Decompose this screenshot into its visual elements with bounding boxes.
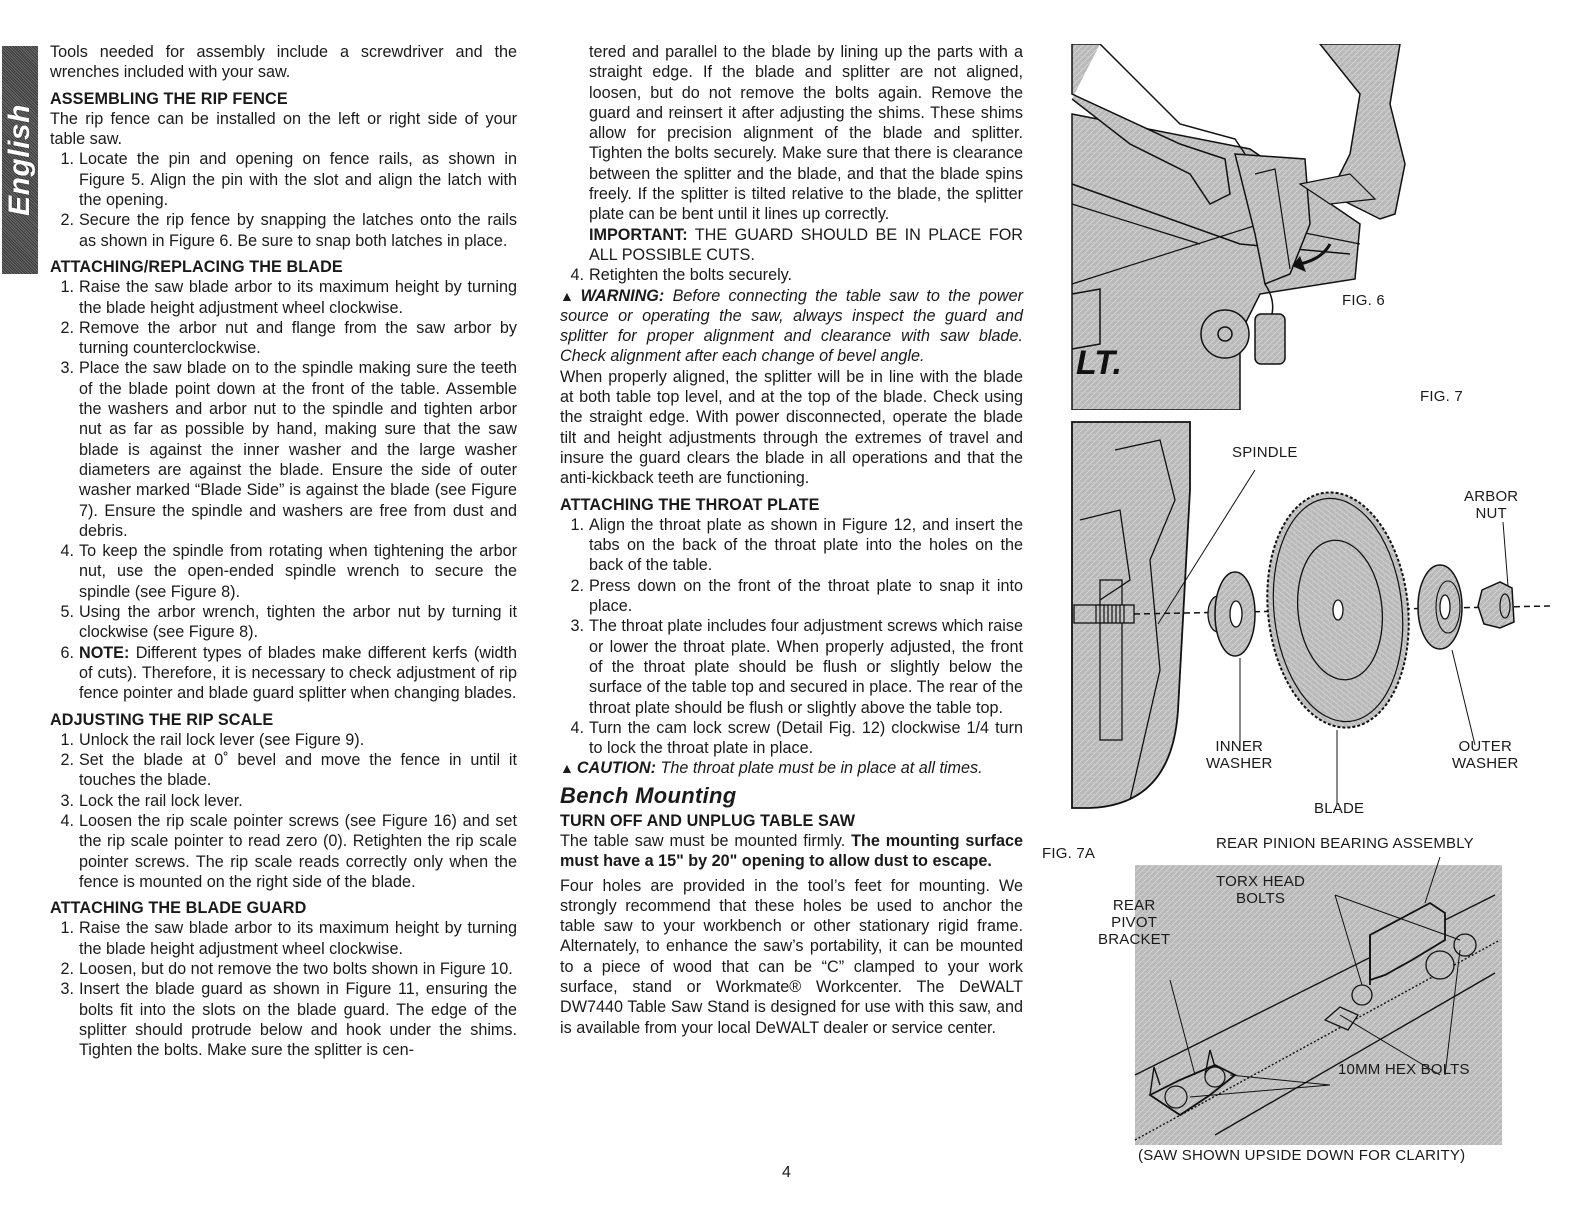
figure-7: [1060, 388, 1560, 825]
list-item: 1. Raise the saw blade arbor to its maximum height by turning the blade height adjustment wheel clockwise.: [60, 919, 517, 958]
blade-guard-continuation: tered and parallel to the blade by lining up the parts with a straight edge. If the blade and splitter are not aligned, loosen, but do not remove the bolts again. Remove the guard and reinsert it after adjusting the shims. These shims allow for precision alignment of the blade and splitter. Tighten the bolts securely. Make sure that there is clearance between the splitter and the blade, and that the blade spins freely. If the splitter is tilted relative to the blade, the splitter plate can be bent until it lines up correctly.: [589, 43, 1023, 224]
blade-steps: [50, 277, 517, 703]
list-item: 2. Secure the rip fence by snapping the latches onto the rails as shown in Figure 6. Be sure to snap both latches in place.: [60, 211, 517, 250]
list-item: 3. Lock the rail lock lever.: [60, 791, 243, 810]
callout-blade: BLADE: [1314, 800, 1365, 817]
list-item: 1. Raise the saw blade arbor to its maximum height by turning the blade height adjustment wheel clockwise.: [60, 278, 517, 317]
heading-attaching-replacing-blade: ATTACHING/REPLACING THE BLADE: [50, 257, 343, 276]
callout-rear-pinion-bearing: REAR PINION BEARING ASSEMBLY: [1216, 835, 1474, 852]
rip-fence-intro: The rip fence can be installed on the left or right side of your table saw.: [50, 109, 517, 149]
warning-notice: ▲ WARNING: Before connecting the table saw to the power source or operating the saw, always inspect the guard and splitter for proper alignment and clearance with saw blade. Check alignment after each change of bevel angle.: [560, 286, 1024, 366]
list-item: 4. To keep the spindle from rotating when tightening the arbor nut, use the open-ended spindle wrench to secure the spindle (see Figure 8).: [60, 542, 517, 601]
list-item: 4. Loosen the rip scale pointer screws (see Figure 16) and set the rip scale pointer to read zero (0). Retighten the rip scale pointer screws. The rip scale reads correctly only when the fence is mounted on the right side of the blade.: [60, 811, 517, 891]
important-note: IMPORTANT: THE GUARD SHOULD BE IN PLACE FOR ALL POSSIBLE CUTS.: [589, 225, 1023, 264]
middle-column: [560, 42, 1023, 1038]
left-column: [50, 42, 517, 1061]
page-number: 4: [782, 1164, 791, 1181]
list-item: 5. Using the arbor wrench, tighten the arbor nut by turning it clockwise (see Figure 8).: [60, 603, 517, 642]
list-item-note: 6. NOTE: Different types of blades make different kerfs (width of cuts). Therefore, it is necessary to check adjustment of rip fence pointer and blade guard splitter when changing blades.: [60, 643, 517, 703]
throat-plate-steps: [560, 515, 1023, 759]
fig7-label: FIG. 7: [1420, 388, 1463, 405]
list-item: 2. Set the blade at 0˚ bevel and move the fence in until it touches the blade.: [60, 751, 517, 790]
mounting-paragraph-1: The table saw must be mounted firmly. The mounting surface must have a 15" by 20" opening to allow dust to escape.: [560, 831, 1023, 871]
list-item: 1. Unlock the rail lock lever (see Figure 9).: [60, 730, 365, 749]
list-item: 3. The throat plate includes four adjustment screws which raise or lower the throat plate. When properly adjusted, the front of the throat plate should be flush or slightly below the surface of the table top and secured in place. The rear of the throat plate should be flush or slightly above the table top.: [570, 617, 1023, 717]
language-tab-english: [2, 46, 38, 274]
blade-guard-steps: [50, 918, 517, 1060]
warning-triangle-icon: ▲: [560, 287, 578, 304]
fig6-brand-text: LT.: [1076, 344, 1122, 382]
rip-scale-steps: [50, 730, 517, 892]
callout-rear-pivot-bracket: REAR PIVOT BRACKET: [1098, 897, 1171, 948]
heading-turn-off-unplug: TURN OFF AND UNPLUG TABLE SAW: [560, 811, 856, 830]
fig6-rip-fence-illustration: [1060, 44, 1560, 410]
heading-attaching-throat-plate: ATTACHING THE THROAT PLATE: [560, 495, 820, 514]
heading-attaching-blade-guard: ATTACHING THE BLADE GUARD: [50, 899, 307, 918]
caution-triangle-icon: ▲: [560, 760, 574, 777]
heading-adjusting-rip-scale: ADJUSTING THE RIP SCALE: [50, 710, 274, 729]
callout-arbor-nut: ARBOR NUT: [1464, 488, 1519, 522]
caution-notice: ▲ CAUTION: The throat plate must be in place at all times.: [560, 759, 983, 778]
list-item: 4. Turn the cam lock screw (Detail Fig. 12) clockwise 1/4 turn to lock the throat plate in place.: [570, 718, 1023, 758]
list-item: 1. Align the throat plate as shown in Figure 12, and insert the tabs on the back of the throat plate into the holes on the back of the table.: [570, 515, 1023, 575]
language-tab-label: English: [3, 104, 36, 216]
list-item: 4. Retighten the bolts securely.: [570, 266, 793, 285]
callout-10mm-hex-bolts: 10MM HEX BOLTS: [1338, 1061, 1470, 1078]
intro-paragraph: Tools needed for assembly include a screwdriver and the wrenches included with your saw.: [50, 43, 517, 82]
figure-7a: [1040, 835, 1560, 1165]
callout-outer-washer: OUTER WASHER: [1452, 738, 1519, 772]
fig7a-label: FIG. 7A: [1042, 845, 1096, 862]
fig7a-caption: (SAW SHOWN UPSIDE DOWN FOR CLARITY): [1138, 1147, 1466, 1164]
callout-inner-washer: INNER WASHER: [1206, 738, 1273, 772]
alignment-paragraph: When properly aligned, the splitter will be in line with the blade at both table top level, and at the top of the blade. Check using the straight edge. With power disconnected, operate the blade tilt and height adjustments through the extremes of travel and insure the guard clears the blade in all operations and that the anti-kickback teeth are functioning.: [560, 367, 1023, 488]
section-title-bench-mounting: Bench Mounting: [560, 782, 737, 808]
list-item: 2. Press down on the front of the throat plate to snap it into place.: [570, 576, 1023, 616]
list-item: 3. Insert the blade guard as shown in Figure 11, ensuring the bolts fit into the slots on the blade guard. The edge of the splitter should protrude below and hook under the shims. Tighten the bolts. Make sure the splitter is cen-: [60, 980, 517, 1060]
blade-guard-step-4: [560, 265, 1023, 285]
list-item: 1. Locate the pin and opening on fence rails, as shown in Figure 5. Align the pin with the slot and align the latch with the opening.: [60, 150, 517, 210]
list-item: 3. Place the saw blade on to the spindle making sure the teeth of the blade point down at the front of the table. Assemble the washers and arbor nut to the spindle and tighten arbor nut as far as possible by hand, making sure that the saw blade is against the inner washer and the large washer diameters are against the blade. Ensure the side of outer washer marked “Blade Side” is against the blade (see Figure 7). Ensure the spindle and washers are free from dust and debris.: [60, 359, 517, 540]
callout-spindle: SPINDLE: [1232, 444, 1298, 461]
rip-fence-steps: [50, 149, 517, 250]
figure-6: [1060, 44, 1560, 410]
list-item: 2. Loosen, but do not remove the two bolts shown in Figure 10.: [60, 960, 513, 979]
callout-torx-head-bolts: TORX HEAD BOLTS: [1216, 873, 1306, 907]
list-item: 2. Remove the arbor nut and flange from the saw arbor by turning counterclockwise.: [60, 318, 517, 358]
fig6-label: FIG. 6: [1342, 292, 1385, 309]
heading-assembling-rip-fence: ASSEMBLING THE RIP FENCE: [50, 89, 288, 108]
mounting-paragraph-2: Four holes are provided in the tool’s feet for mounting. We strongly recommend that these holes be used to anchor the table saw to your workbench or other stationary rigid frame. Alternately, to enhance the saw’s portability, it can be mounted to a piece of wood that can be “C” clamped to your work surface, stand or Workmate® Workcenter. The DeWALT DW7440 Table Saw Stand is designed for use with this saw, and is available from your local DeWALT dealer or service center.: [560, 876, 1023, 1037]
